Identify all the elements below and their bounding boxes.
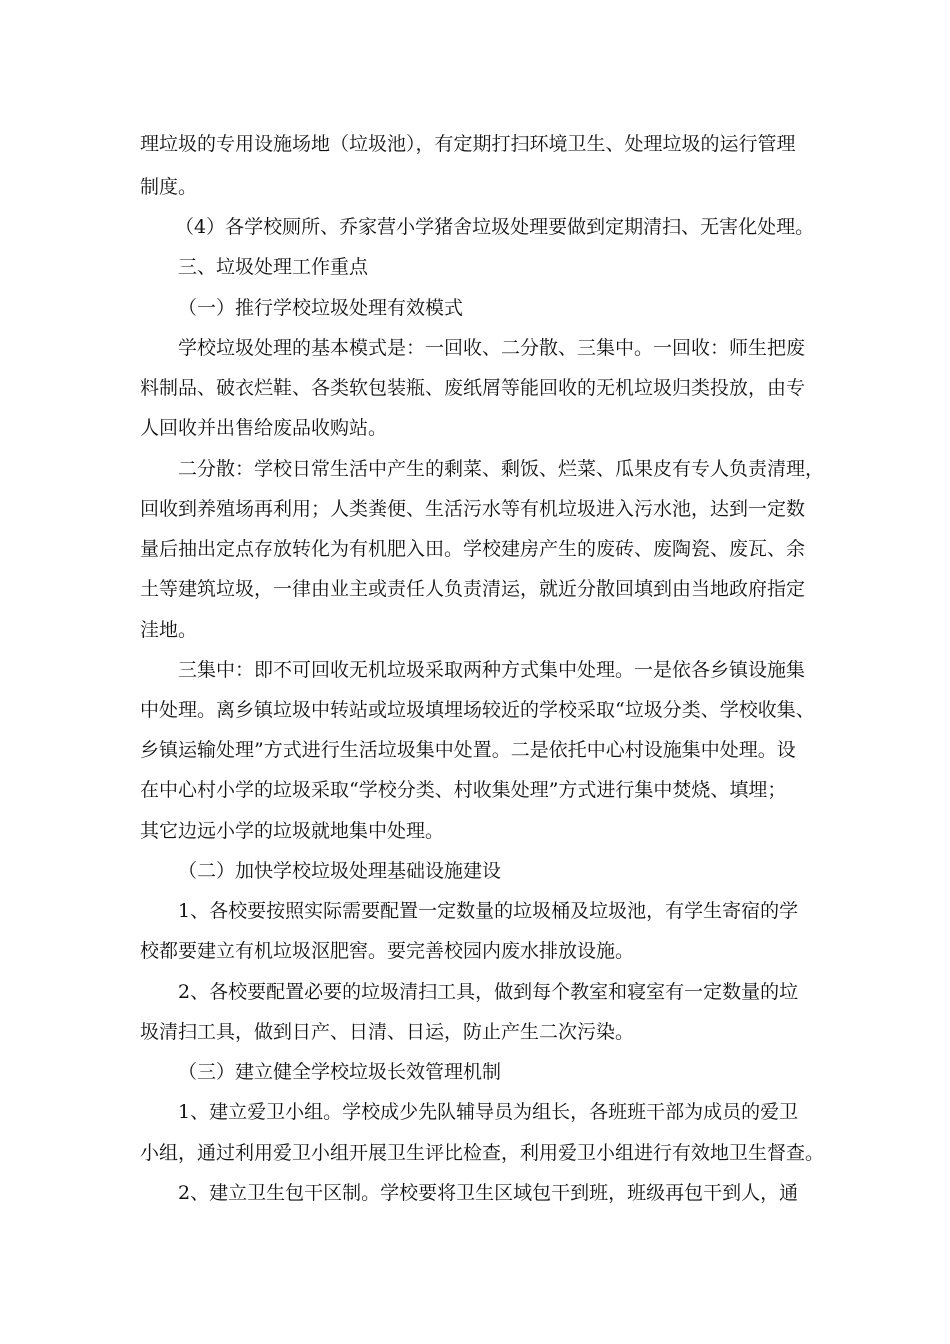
text-line-23: 圾清扫工具，做到日产、日清、日运，防止产生二次污染。 [140,1021,635,1043]
subsection-heading-3: （三）建立健全学校垃圾长效管理机制 [178,1061,502,1083]
text-line-18: 其它边远小学的垃圾就地集中处理。 [140,820,445,842]
text-line-1: 理垃圾的专用设施场地（垃圾池），有定期打扫环境卫生、处理垃圾的运行管理 [140,133,796,155]
text-line-7: 料制品、破衣烂鞋、各类软包装瓶、废纸屑等能回收的无机垃圾归类投放，由专 [140,377,806,399]
text-line-14: 三集中：即不可回收无机垃圾采取两种方式集中处理。一是依各乡镇设施集 [178,659,806,681]
text-line-8: 人回收并出售给废品收购站。 [140,417,388,439]
text-line-13: 洼地。 [140,619,198,641]
text-line-10: 回收到养殖场再利用；人类粪便、生活污水等有机垃圾进入污水池，达到一定数 [140,498,806,520]
subsection-heading-2: （二）加快学校垃圾处理基础设施建设 [178,860,502,882]
text-line-21: 校都要建立有机垃圾沤肥窖。要完善校园内废水排放设施。 [140,940,635,962]
subsection-heading-1: （一）推行学校垃圾处理有效模式 [178,297,464,319]
text-line-15: 中处理。离乡镇垃圾中转站或垃圾填埋场较近的学校采取“垃圾分类、学校收集、 [140,699,815,721]
text-line-17: 在中心村小学的垃圾采取“学校分类、村收集处理”方式进行集中焚烧、填埋； [140,779,787,801]
text-line-11: 量后抽出定点存放转化为有机肥入田。学校建房产生的废砖、废陶瓷、废瓦、余 [140,538,806,560]
text-line-12: 土等建筑垃圾，一律由业主或责任人负责清运，就近分散回填到由当地政府指定 [140,578,806,600]
section-heading: 三、垃圾处理工作重点 [178,256,369,278]
text-line-16: 乡镇运输处理”方式进行生活垃圾集中处置。二是依托中心村设施集中处理。设 [140,739,796,761]
text-line-2: 制度。 [140,176,198,198]
text-line-6: 学校垃圾处理的基本模式是：一回收、二分散、三集中。一回收：师生把废 [178,337,806,359]
text-line-22: 2、各校要配置必要的垃圾清扫工具，做到每个教室和寝室有一定数量的垃 [178,981,799,1003]
text-line-26: 小组，通过利用爱卫小组开展卫生评比检查，利用爱卫小组进行有效地卫生督查。 [140,1142,825,1164]
text-line-3: （4）各学校厕所、乔家营小学猪舍垃圾处理要做到定期清扫、无害化处理。 [175,216,815,238]
text-line-20: 1、各校要按照实际需要配置一定数量的垃圾桶及垃圾池，有学生寄宿的学 [178,900,799,922]
text-line-9: 二分散：学校日常生活中产生的剩菜、剩饭、烂菜、瓜果皮有专人负责清理， [178,458,825,480]
text-line-27: 2、建立卫生包干区制。学校要将卫生区域包干到班，班级再包干到人，通 [178,1182,799,1204]
text-line-25: 1、建立爱卫小组。学校成少先队辅导员为组长，各班班干部为成员的爱卫 [178,1101,799,1123]
